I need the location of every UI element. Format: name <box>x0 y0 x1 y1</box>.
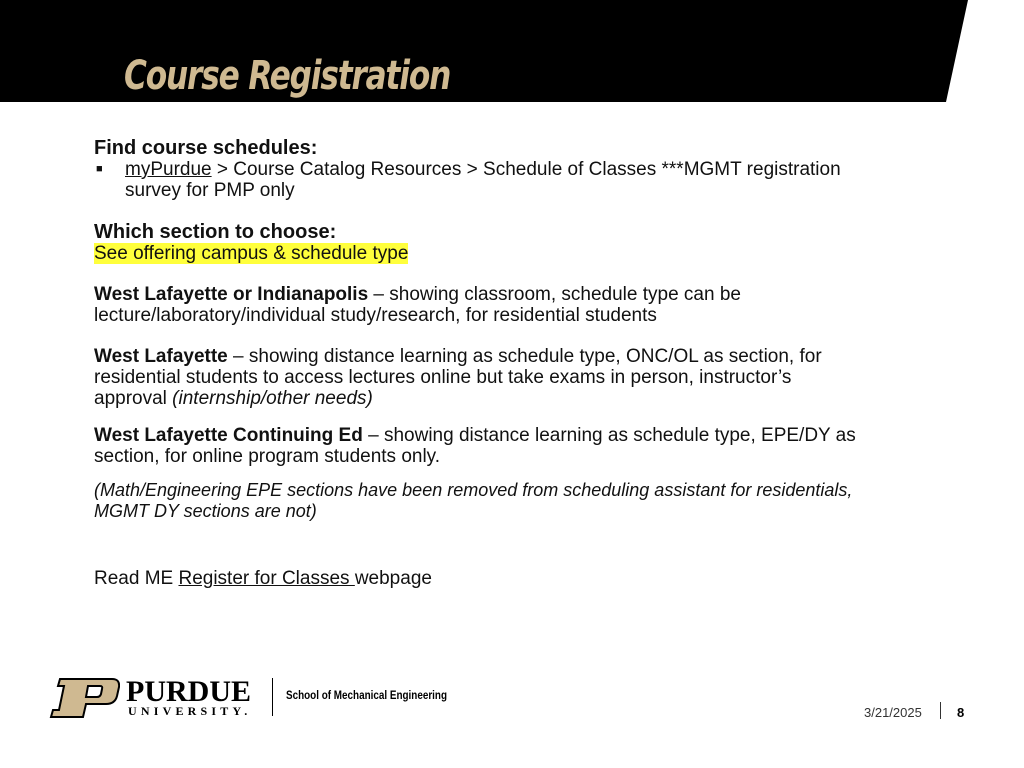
option-label: West Lafayette <box>94 346 228 367</box>
which-section-heading: Which section to choose: <box>94 221 337 243</box>
footer-divider <box>940 702 941 719</box>
option-text-2: section, for online program students only. <box>94 446 441 467</box>
option-label: West Lafayette or Indianapolis <box>94 284 369 305</box>
purdue-wordmark: PURDUE <box>126 675 251 708</box>
schedule-path-text: > Course Catalog Resources > Schedule of Classes ***MGMT registration <box>211 159 841 180</box>
option-text: – showing classroom, schedule type can be <box>368 284 741 305</box>
footer-date: 3/21/2025 <box>864 705 922 720</box>
find-schedules-list <box>94 159 944 201</box>
page-number: 8 <box>957 705 965 720</box>
option-continuing-ed <box>94 425 944 467</box>
school-name: School of Mechanical Engineering <box>286 690 448 702</box>
epe-note <box>94 480 944 522</box>
schedule-path-text-2: survey for PMP only <box>125 180 295 201</box>
read-me-suffix: webpage <box>354 568 432 589</box>
read-me-line <box>94 568 944 589</box>
option-west-lafayette <box>94 346 944 409</box>
purdue-logo <box>48 675 448 720</box>
note-text: (Math/Engineering EPE sections have been removed from scheduling assistant for residentials, <box>94 480 853 500</box>
find-schedules-heading: Find course schedules: <box>94 137 318 159</box>
option-text-2: lecture/laboratory/individual study/research, for residential students <box>94 305 657 326</box>
highlighted-text: See offering campus & schedule type <box>94 243 409 264</box>
logo-divider <box>272 678 273 716</box>
note-text-2: MGMT DY sections are not) <box>94 501 317 521</box>
which-section-highlight-row <box>94 243 944 264</box>
option-text: – showing distance learning as schedule type, EPE/DY as <box>362 425 856 446</box>
mypurdue-link[interactable]: myPurdue <box>125 159 212 180</box>
option-text: – showing distance learning as schedule type, ONC/OL as section, for <box>227 346 822 367</box>
option-text-3: approval <box>94 388 167 409</box>
read-me-prefix: Read ME <box>94 568 179 589</box>
option-italic-note: (internship/other needs) <box>166 388 373 409</box>
register-for-classes-link[interactable]: Register for Classes <box>178 568 355 589</box>
option-label: West Lafayette Continuing Ed <box>94 425 363 446</box>
list-item <box>94 159 944 201</box>
university-wordmark: UNIVERSITY. <box>128 704 252 718</box>
option-west-lafayette-indianapolis <box>94 284 944 326</box>
square-bullet-icon: ■ <box>96 163 103 175</box>
option-text-2: residential students to access lectures online but take exams in person, instructor’s <box>94 367 792 388</box>
slide-title: Course Registration <box>124 53 451 99</box>
purdue-p-icon <box>48 678 120 718</box>
slide-content <box>94 138 944 589</box>
